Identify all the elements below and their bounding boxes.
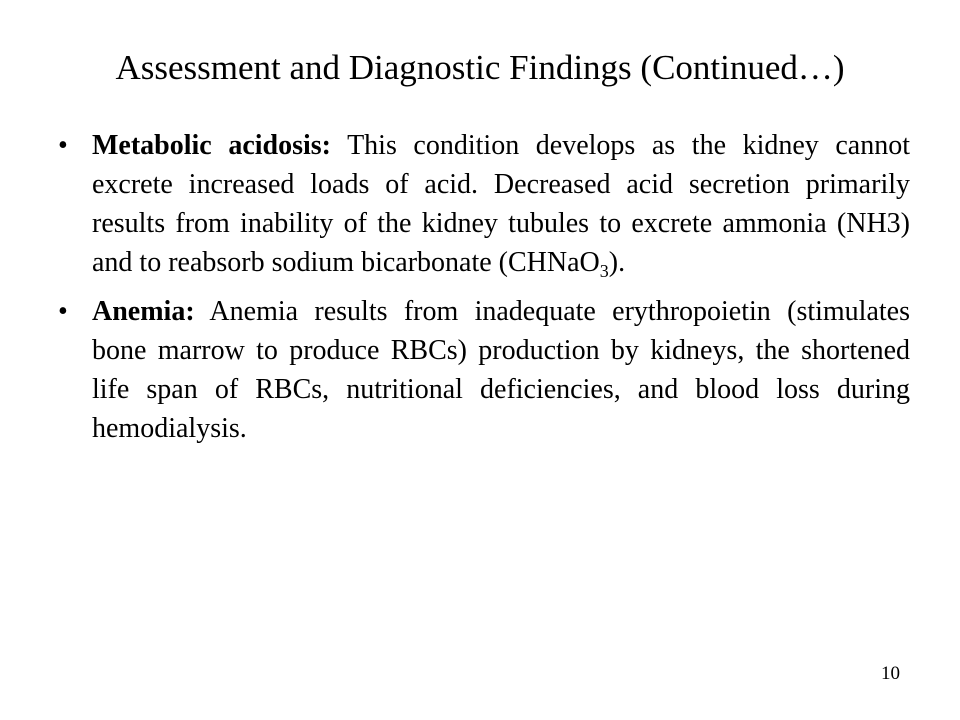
bullet-icon: • [58, 296, 68, 327]
bullet-text-end: ). [608, 247, 626, 278]
bullet-text: Anemia results from inadequate erythropoietin (stimulates bone marrow to produce RBCs) production by kidneys, the shortened life span of RBCs, nutritional deficiencies, and blood loss during hemodialysis. [92, 296, 910, 444]
bullet-item-metabolic-acidosis [58, 126, 910, 282]
bullet-list [58, 126, 910, 458]
bullet-item-anemia [58, 292, 910, 448]
bullet-text: This condition develops as the kidney cannot excrete increased loads of acid. Decreased acid secretion primarily results from inability of the kidney tubules to excrete ammonia (NH3) and to reabsorb sodium bicarbonate (CHNaO [92, 130, 910, 278]
bullet-icon: • [58, 130, 68, 161]
slide-title: Assessment and Diagnostic Findings (Continued…) [115, 48, 845, 87]
subscript: 3 [599, 261, 609, 281]
page-number: 10 [881, 663, 900, 684]
bullet-term: Anemia: [92, 296, 195, 327]
bullet-term: Metabolic acidosis: [92, 130, 331, 161]
